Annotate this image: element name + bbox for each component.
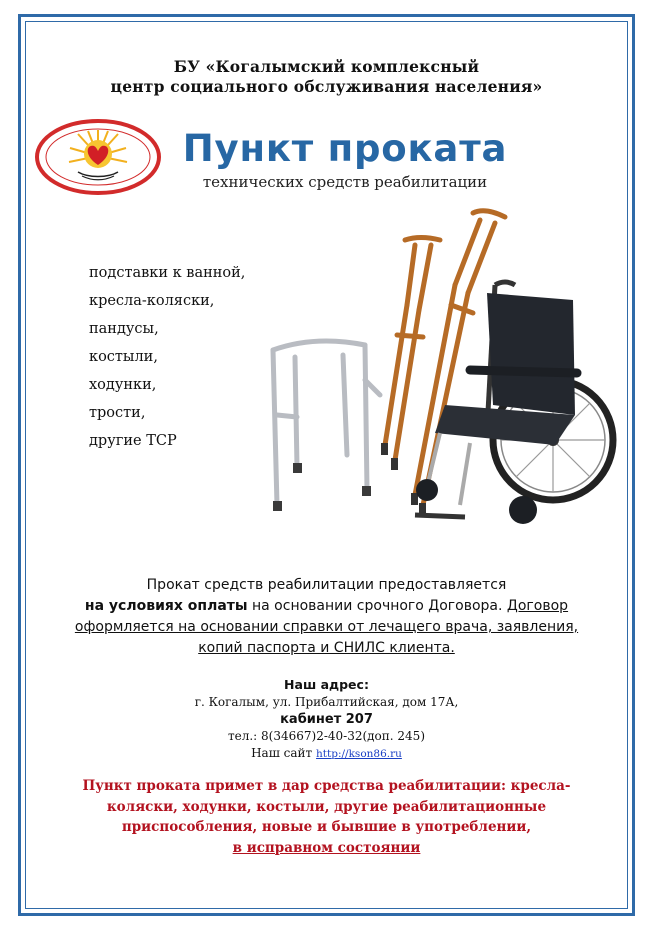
list-item: трости, <box>89 405 146 421</box>
address-street: г. Когалым, ул. Прибалтийская, дом 17А, <box>194 695 459 709</box>
conditions-bold: на условиях оплаты <box>84 598 248 614</box>
crutches-icon <box>385 211 505 505</box>
donation-line-1: Пункт проката примет в дар средства реабилитации: кресла- <box>82 778 571 794</box>
conditions-line-4 <box>45 638 608 659</box>
conditions-line-3 <box>45 617 608 638</box>
phone-number: тел.: 8(34667)2-40-32(доп. 245) <box>228 729 425 743</box>
address-room: кабинет 207 <box>280 712 373 727</box>
contact-info: Наш адрес: г. Когалым, ул. Прибалтийская, дом 17А, кабинет 207 тел.: 8(34667)2-40-32(доп. 245) Наш сайт http://kson86.ru <box>45 676 608 763</box>
donation-line-3: приспособления, новые и бывшие в употреблении, <box>121 819 532 835</box>
address-heading: Наш адрес <box>284 677 364 692</box>
donation-line-2: коляски, ходунки, костыли, другие реабилитационные <box>106 798 547 815</box>
site-label: Наш сайт <box>251 746 313 760</box>
page-subtitle: технических средств реабилитации <box>202 173 488 191</box>
equipment-list <box>89 259 245 455</box>
site-link[interactable]: http://kson86.ru <box>316 748 402 760</box>
conditions-underlined: копий паспорта и СНИЛС клиента. <box>198 640 455 656</box>
list-item: пандусы, <box>89 321 159 337</box>
organization-name <box>40 57 613 97</box>
list-item: кресла-коляски, <box>89 293 215 309</box>
conditions-underlined: Договор <box>506 598 569 614</box>
conditions-line-2 <box>45 596 608 617</box>
list-item: костыли, <box>89 349 158 365</box>
walker-icon <box>273 341 380 505</box>
page-title: Пункт проката <box>182 127 508 170</box>
organization-line-1: БУ «Когалымский комплексный <box>173 57 480 76</box>
donation-notice <box>60 776 593 858</box>
list-item: ходунки, <box>89 377 157 393</box>
list-item: подставки к ванной, <box>89 265 246 281</box>
heart-sun-logo-icon <box>34 118 162 196</box>
donation-underlined: в исправном состоянии <box>232 839 421 856</box>
rehab-equipment-photo <box>255 205 625 545</box>
conditions-underlined: оформляется на основании справки от лечащего врача, заявления, <box>74 619 579 635</box>
list-item: другие ТСР <box>89 433 177 449</box>
conditions-line-1: Прокат средств реабилитации предоставляется <box>146 577 507 593</box>
conditions-text: на основании срочного Договора. <box>247 598 507 614</box>
organization-line-2: центр социального обслуживания населения» <box>110 77 543 96</box>
rental-conditions <box>45 575 608 659</box>
donation-line-4 <box>60 838 593 859</box>
